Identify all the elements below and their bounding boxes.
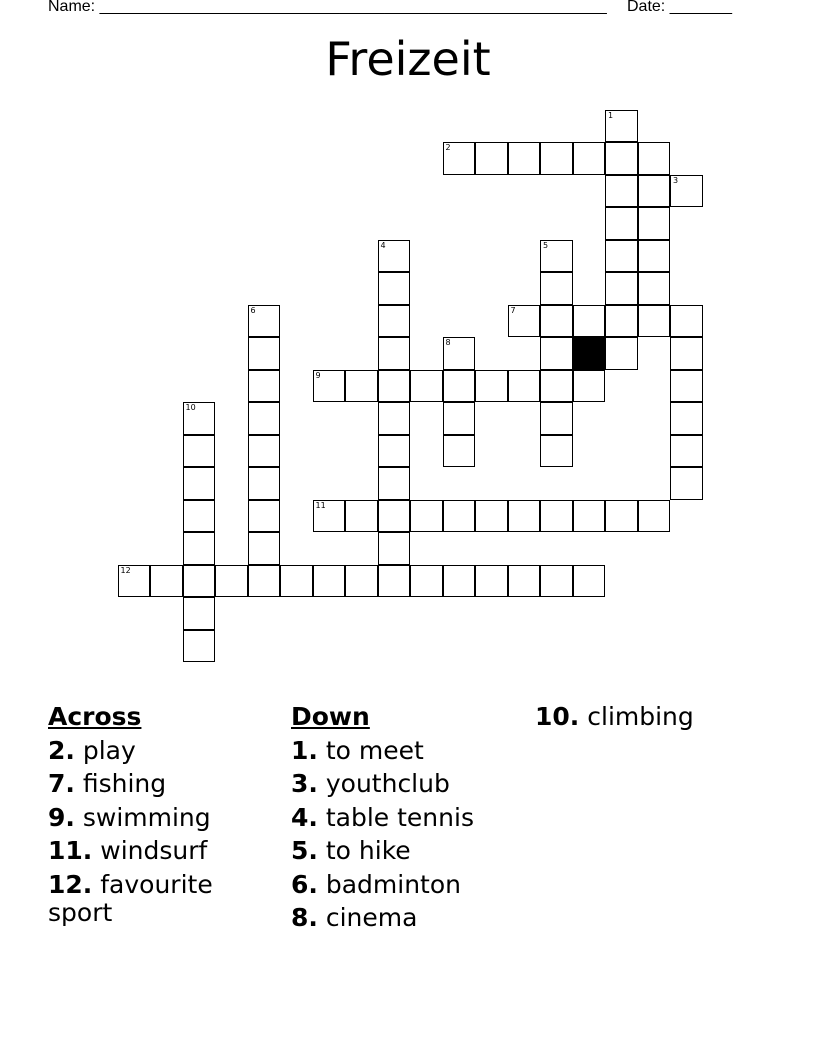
crossword-cell[interactable] — [638, 500, 671, 533]
crossword-cell[interactable] — [475, 500, 508, 533]
crossword-cell[interactable] — [475, 142, 508, 175]
crossword-cell[interactable] — [183, 402, 216, 435]
crossword-cell[interactable] — [378, 240, 411, 273]
crossword-cell[interactable] — [313, 500, 346, 533]
crossword-cell[interactable] — [605, 240, 638, 273]
crossword-cell[interactable] — [605, 110, 638, 143]
clue-number-10: 10 — [185, 403, 196, 412]
crossword-cell[interactable] — [508, 500, 541, 533]
page-title: Freizeit — [325, 32, 491, 86]
crossword-cell[interactable] — [378, 272, 411, 305]
crossword-cell[interactable] — [443, 402, 476, 435]
clue-number-4: 4 — [380, 240, 386, 250]
clue-down-10: 10. climbing — [535, 702, 694, 731]
clue-number-7: 7 — [510, 305, 516, 315]
crossword-cell[interactable] — [313, 565, 346, 598]
crossword-cell[interactable] — [670, 370, 703, 403]
crossword-cell[interactable] — [605, 142, 638, 175]
crossword-cell[interactable] — [443, 565, 476, 598]
crossword-cell[interactable] — [638, 305, 671, 338]
clue-across-2: 2. play — [48, 735, 136, 765]
crossword-cell[interactable] — [118, 565, 151, 598]
clue-number-12: 12 — [120, 565, 131, 575]
crossword-cell[interactable] — [345, 500, 378, 533]
down-heading: Down — [291, 702, 370, 731]
clue-down-3: 3. youthclub — [291, 769, 450, 798]
crossword-cell[interactable] — [508, 565, 541, 598]
crossword-cell[interactable] — [378, 500, 411, 533]
crossword-cell[interactable] — [540, 142, 573, 175]
crossword-cell[interactable] — [443, 337, 476, 370]
clue-number-2: 2 — [445, 143, 451, 152]
name-field-label: Name: _________________________________________________________ — [48, 0, 607, 15]
clue-number-1: 1 — [608, 110, 614, 120]
crossword-cell[interactable] — [443, 500, 476, 533]
crossword-cell[interactable] — [508, 305, 541, 338]
crossword-cell[interactable] — [443, 370, 476, 403]
crossword-cell[interactable] — [670, 402, 703, 435]
crossword-cell[interactable] — [248, 337, 281, 370]
clue-number-5: 5 — [543, 240, 549, 250]
across-clues — [48, 700, 268, 927]
crossword-cell[interactable] — [378, 402, 411, 435]
crossword-black-cell — [573, 337, 606, 370]
crossword-cell[interactable] — [410, 370, 443, 403]
crossword-cell[interactable] — [605, 207, 638, 240]
crossword-cell[interactable] — [670, 175, 703, 208]
crossword-cell[interactable] — [410, 565, 443, 598]
clue-down-5: 5. to hike — [291, 836, 411, 865]
crossword-cell[interactable] — [605, 272, 638, 305]
clue-down-1: 1. to meet — [291, 735, 424, 765]
crossword-cell[interactable] — [248, 370, 281, 403]
crossword-cell[interactable] — [540, 370, 573, 403]
crossword-cell[interactable] — [248, 402, 281, 435]
crossword-cell[interactable] — [378, 565, 411, 598]
crossword-cell[interactable] — [443, 142, 476, 175]
crossword-cell[interactable] — [378, 337, 411, 370]
crossword-cell[interactable] — [280, 565, 313, 598]
crossword-cell[interactable] — [150, 565, 183, 598]
clue-down-4: 4. table tennis — [291, 802, 474, 832]
crossword-cell[interactable] — [248, 305, 281, 338]
crossword-cell[interactable] — [183, 630, 216, 663]
crossword-cell[interactable] — [443, 435, 476, 468]
crossword-cell[interactable] — [670, 305, 703, 338]
clue-down-6: 6. badminton — [291, 869, 462, 899]
crossword-cell[interactable] — [540, 500, 573, 533]
crossword-cell[interactable] — [183, 435, 216, 468]
crossword-cell[interactable] — [183, 565, 216, 598]
crossword-cell[interactable] — [183, 500, 216, 533]
crossword-cell[interactable] — [183, 597, 216, 630]
crossword-cell[interactable] — [540, 337, 573, 370]
crossword-cell[interactable] — [378, 467, 411, 500]
crossword-cell[interactable] — [540, 272, 573, 305]
crossword-cell[interactable] — [248, 435, 281, 468]
crossword-cell[interactable] — [378, 305, 411, 338]
crossword-cell[interactable] — [508, 142, 541, 175]
crossword-cell[interactable] — [540, 435, 573, 468]
crossword-cell[interactable] — [378, 370, 411, 403]
clue-across-11: 11. windsurf — [48, 836, 208, 865]
down-clues-continued — [535, 700, 755, 734]
crossword-cell[interactable] — [573, 500, 606, 533]
crossword-cell[interactable] — [573, 305, 606, 338]
crossword-cell[interactable] — [248, 565, 281, 598]
crossword-cell[interactable] — [410, 500, 443, 533]
crossword-cell[interactable] — [605, 175, 638, 208]
across-heading: Across — [48, 702, 142, 731]
crossword-cell[interactable] — [573, 370, 606, 403]
crossword-cell[interactable] — [378, 435, 411, 468]
crossword-cell[interactable] — [540, 565, 573, 598]
crossword-cell[interactable] — [540, 240, 573, 273]
down-clues — [291, 700, 511, 935]
crossword-cell[interactable] — [313, 370, 346, 403]
clue-number-6: 6 — [250, 305, 256, 315]
crossword-cell[interactable] — [605, 500, 638, 533]
crossword-cell[interactable] — [183, 532, 216, 565]
crossword-cell[interactable] — [215, 565, 248, 598]
crossword-cell[interactable] — [573, 565, 606, 598]
clue-number-8: 8 — [445, 338, 451, 347]
crossword-cell[interactable] — [605, 305, 638, 338]
crossword-cell[interactable] — [638, 175, 671, 208]
crossword-cell[interactable] — [670, 337, 703, 370]
crossword-cell[interactable] — [638, 272, 671, 305]
clue-across-12: 12. favourite sport — [48, 869, 213, 927]
crossword-cell[interactable] — [605, 337, 638, 370]
crossword-cell[interactable] — [248, 532, 281, 565]
crossword-cell[interactable] — [573, 142, 606, 175]
crossword-cell[interactable] — [670, 435, 703, 468]
clue-number-9: 9 — [315, 370, 321, 380]
crossword-cell[interactable] — [540, 305, 573, 338]
clue-number-3: 3 — [673, 175, 679, 185]
crossword-cell[interactable] — [345, 565, 378, 598]
crossword-cell[interactable] — [345, 370, 378, 403]
crossword-cell[interactable] — [475, 370, 508, 403]
crossword-cell[interactable] — [183, 467, 216, 500]
crossword-cell[interactable] — [540, 402, 573, 435]
date-field-label: Date: _______ — [627, 0, 732, 15]
crossword-cell[interactable] — [248, 467, 281, 500]
clue-down-8: 8. cinema — [291, 903, 418, 932]
crossword-cell[interactable] — [378, 532, 411, 565]
crossword-cell[interactable] — [475, 565, 508, 598]
crossword-cell[interactable] — [508, 370, 541, 403]
clue-across-7: 7. fishing — [48, 769, 167, 798]
clue-across-9: 9. swimming — [48, 802, 211, 832]
crossword-cell[interactable] — [638, 142, 671, 175]
clue-number-11: 11 — [315, 500, 326, 510]
crossword-cell[interactable] — [638, 207, 671, 240]
crossword-cell[interactable] — [248, 500, 281, 533]
crossword-cell[interactable] — [670, 467, 703, 500]
crossword-cell[interactable] — [638, 240, 671, 273]
